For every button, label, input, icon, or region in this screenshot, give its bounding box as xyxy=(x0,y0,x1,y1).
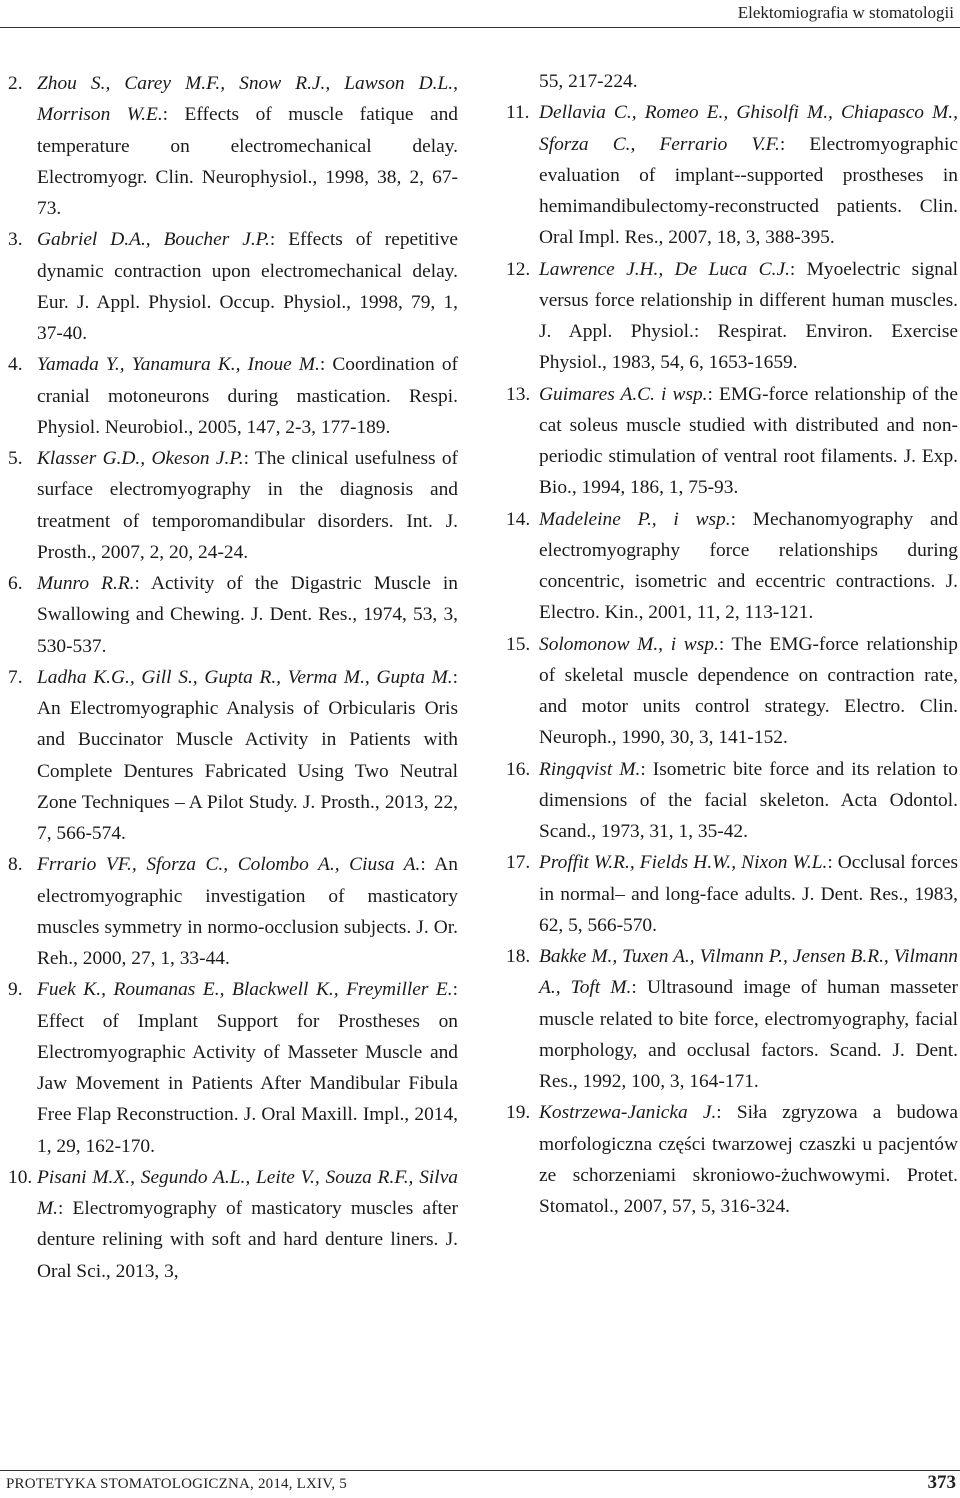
reference-authors: Gabriel D.A., Boucher J.P. xyxy=(37,229,270,251)
reference-body xyxy=(539,754,958,848)
reference-body xyxy=(37,349,458,443)
reference-item-4 xyxy=(8,349,458,443)
journal-citation: PROTETYKA STOMATOLOGICZNA, 2014, LXIV, 5 xyxy=(6,1476,347,1492)
header-rule xyxy=(0,27,960,28)
reference-number: 3. xyxy=(8,229,23,251)
reference-authors: Bakke M., Tuxen A., Vilmann P., Jensen B.R., Vilmann A., Toft M. xyxy=(539,946,958,999)
reference-body xyxy=(539,941,958,1097)
reference-authors: Dellavia C., Romeo E., Ghisolfi M., Chiapasco M., Sforza C., Ferrario V.F. xyxy=(539,102,958,155)
reference-text: : Occlusal forces in normal– and long-face adults. J. Dent. Res., 1983, 62, 5, 566-570. xyxy=(539,852,959,936)
reference-text: : EMG-force relationship of the cat soleus muscle studied with distributed and non-periodic stimulation of ventral root filaments. J. Exp. Bio., 1994, 186, 1, 75-93. xyxy=(539,383,958,499)
reference-item-18 xyxy=(506,941,958,1097)
reference-number: 7. xyxy=(8,666,23,688)
reference-body xyxy=(539,504,958,629)
footer-rule xyxy=(0,1470,960,1471)
reference-item-19 xyxy=(506,1097,958,1222)
reference-number: 4. xyxy=(8,354,23,376)
reference-item-11 xyxy=(506,97,958,253)
reference-authors: Ladha K.G., Gill S., Gupta R., Verma M., Gupta M. xyxy=(37,666,453,688)
reference-body xyxy=(37,1162,458,1287)
reference-authors: Yamada Y., Yanamura K., Inoue M. xyxy=(37,354,320,376)
reference-item-15 xyxy=(506,629,958,754)
reference-text: : Ultrasound image of human masseter muscle related to bite force, electromyography, facial morphology, and occlusal factors. Scand. J. Dent. Res., 1992, 100, 3, 164-171. xyxy=(539,977,958,1092)
reference-item-9 xyxy=(8,974,458,1162)
page-footer xyxy=(0,1470,960,1498)
reference-item-16 xyxy=(506,754,958,848)
reference-body xyxy=(37,662,458,850)
reference-number: 18. xyxy=(506,946,531,967)
reference-number: 17. xyxy=(506,852,531,874)
reference-item-8 xyxy=(8,849,458,974)
reference-text: : The clinical usefulness of surface electromyography in the diagnosis and treatment of temporomandibular disorders. Int. J. Prosth., 2007, 2, 20, 24-24. xyxy=(37,448,459,563)
references-left-column xyxy=(8,68,458,1287)
reference-text: : An electromyographic investigation of masticatory muscles symmetry in normo-occlusion subjects. J. Or. Reh., 2000, 27, 1, 33-44. xyxy=(37,854,458,969)
reference-continuation: 55, 217-224. xyxy=(539,71,638,92)
reference-text: : Mechanomyography and electromyography force relationships during concentric, isometric and eccentric contractions. J. Electro. Kin., 2001, 11, 2, 113-121. xyxy=(539,508,959,624)
reference-body xyxy=(539,629,958,754)
reference-body xyxy=(37,224,458,349)
reference-item-6 xyxy=(8,568,458,662)
reference-number: 15. xyxy=(506,633,531,655)
reference-text: : Effects of muscle fatique and temperature on electromechanical delay. Electromyogr. Clin. Neurophysiol., 1998, 38, 2, 67-73. xyxy=(37,104,458,219)
reference-text: : Myoelectric signal versus force relationship in different human muscles. J. Appl. Physiol.: Respirat. Environ. Exercise Physiol., 1983, 54, 6, 1653-1659. xyxy=(539,258,958,374)
reference-number: 9. xyxy=(8,979,23,1001)
reference-body xyxy=(539,847,958,941)
reference-text: : Activity of the Digastric Muscle in Swallowing and Chewing. J. Dent. Res., 1974, 53, 3, 530-537. xyxy=(37,573,459,657)
reference-body xyxy=(37,974,458,1162)
references-right-column xyxy=(506,66,958,1222)
reference-number: 8. xyxy=(8,854,23,876)
reference-body xyxy=(539,254,958,379)
reference-authors: Munro R.R. xyxy=(37,573,135,594)
reference-body xyxy=(37,568,458,662)
reference-text: : Effect of Implant Support for Prostheses on Electromyographic Activity of Masseter Muscle and Jaw Movement in Patients After Mandibular Fibula Free Flap Reconstruction. J. Oral Maxill. Impl., 2014, 1, 29, 162-170. xyxy=(37,979,458,1157)
reference-item-13 xyxy=(506,379,958,504)
page-number: 373 xyxy=(927,1472,956,1493)
reference-text: : An Electromyographic Analysis of Orbicularis Oris and Buccinator Muscle Activity in Patients with Complete Dentures Fabricated Using Two Neutral Zone Techniques – A Pilot Study. J. Prosth., 2013, 22, 7, 566-574. xyxy=(37,666,458,844)
reference-item-3 xyxy=(8,224,458,349)
reference-authors: Lawrence J.H., De Luca C.J. xyxy=(539,258,790,280)
reference-authors: Zhou S., Carey M.F., Snow R.J., Lawson D.L., Morrison W.E. xyxy=(37,73,458,126)
reference-item-12 xyxy=(506,254,958,379)
reference-text: : Effects of repetitive dynamic contraction upon electromechanical delay. Eur. J. Appl. Physiol. Occup. Physiol., 1998, 79, 1, 37-40. xyxy=(37,229,459,344)
reference-item-5 xyxy=(8,443,458,568)
reference-number: 10. xyxy=(8,1166,33,1188)
reference-number: 11. xyxy=(506,102,530,124)
reference-text: : Siła zgryzowa a budowa morfologiczna części twarzowej czaszki u pacjentów ze schorzeniami skroniowo-żuchwowymi. Protet. Stomatol., 2007, 57, 5, 316-324. xyxy=(539,1102,958,1217)
reference-item-14 xyxy=(506,504,958,629)
reference-number: 5. xyxy=(8,448,23,469)
reference-authors: Kostrzewa-Janicka J. xyxy=(539,1102,717,1124)
reference-text: : Coordination of cranial motoneurons during mastication. Respi. Physiol. Neurobiol., 2005, 147, 2-3, 177-189. xyxy=(37,354,458,438)
reference-authors: Proffit W.R., Fields H.W., Nixon W.L. xyxy=(539,852,828,874)
reference-text: : The EMG-force relationship of skeletal muscle dependence on contraction rate, and motor units control strategy. Electro. Clin. Neuroph., 1990, 30, 3, 141-152. xyxy=(539,633,958,749)
reference-authors: Solomonow M., i wsp. xyxy=(539,633,719,655)
reference-body xyxy=(37,68,458,224)
reference-body xyxy=(539,97,958,253)
reference-number: 6. xyxy=(8,573,23,594)
reference-number: 19. xyxy=(506,1102,531,1124)
reference-item-2 xyxy=(8,68,458,224)
reference-authors: Madeleine P., i wsp. xyxy=(539,508,731,530)
reference-authors: Guimares A.C. i wsp. xyxy=(539,383,708,405)
reference-number: 12. xyxy=(506,258,531,280)
reference-text: : Isometric bite force and its relation to dimensions of the facial skeleton. Acta Odontol. Scand., 1973, 31, 1, 35-42. xyxy=(539,758,958,842)
reference-authors: Fuek K., Roumanas E., Blackwell K., Freymiller E. xyxy=(37,979,453,1001)
reference-item-10 xyxy=(8,1162,458,1287)
reference-authors: Frrario VF., Sforza C., Colombo A., Ciusa A. xyxy=(37,854,421,876)
reference-body xyxy=(37,443,458,568)
reference-text: : Electromyography of masticatory muscles after denture relining with soft and hard denture liners. J. Oral Sci., 2013, 3, xyxy=(37,1198,458,1282)
reference-number: 14. xyxy=(506,508,531,530)
reference-number: 2. xyxy=(8,73,23,94)
reference-number: 13. xyxy=(506,383,531,405)
reference-body xyxy=(539,379,958,504)
reference-body xyxy=(37,849,458,974)
reference-authors: Klasser G.D., Okeson J.P. xyxy=(37,448,244,469)
reference-authors: Ringqvist M. xyxy=(539,758,641,780)
running-header-title: Elektomiografia w stomatologii xyxy=(737,3,954,22)
reference-number: 16. xyxy=(506,758,531,780)
reference-text: : Electromyographic evaluation of implant--supported prostheses in hemimandibulectomy-reconstructed patients. Clin. Oral Impl. Res., 2007, 18, 3, 388-395. xyxy=(539,133,958,249)
running-header xyxy=(0,0,960,28)
reference-item-7 xyxy=(8,662,458,850)
reference-authors: Pisani M.X., Segundo A.L., Leite V., Souza R.F., Silva M. xyxy=(37,1166,458,1219)
reference-item-17 xyxy=(506,847,958,941)
reference-body xyxy=(539,1097,958,1222)
